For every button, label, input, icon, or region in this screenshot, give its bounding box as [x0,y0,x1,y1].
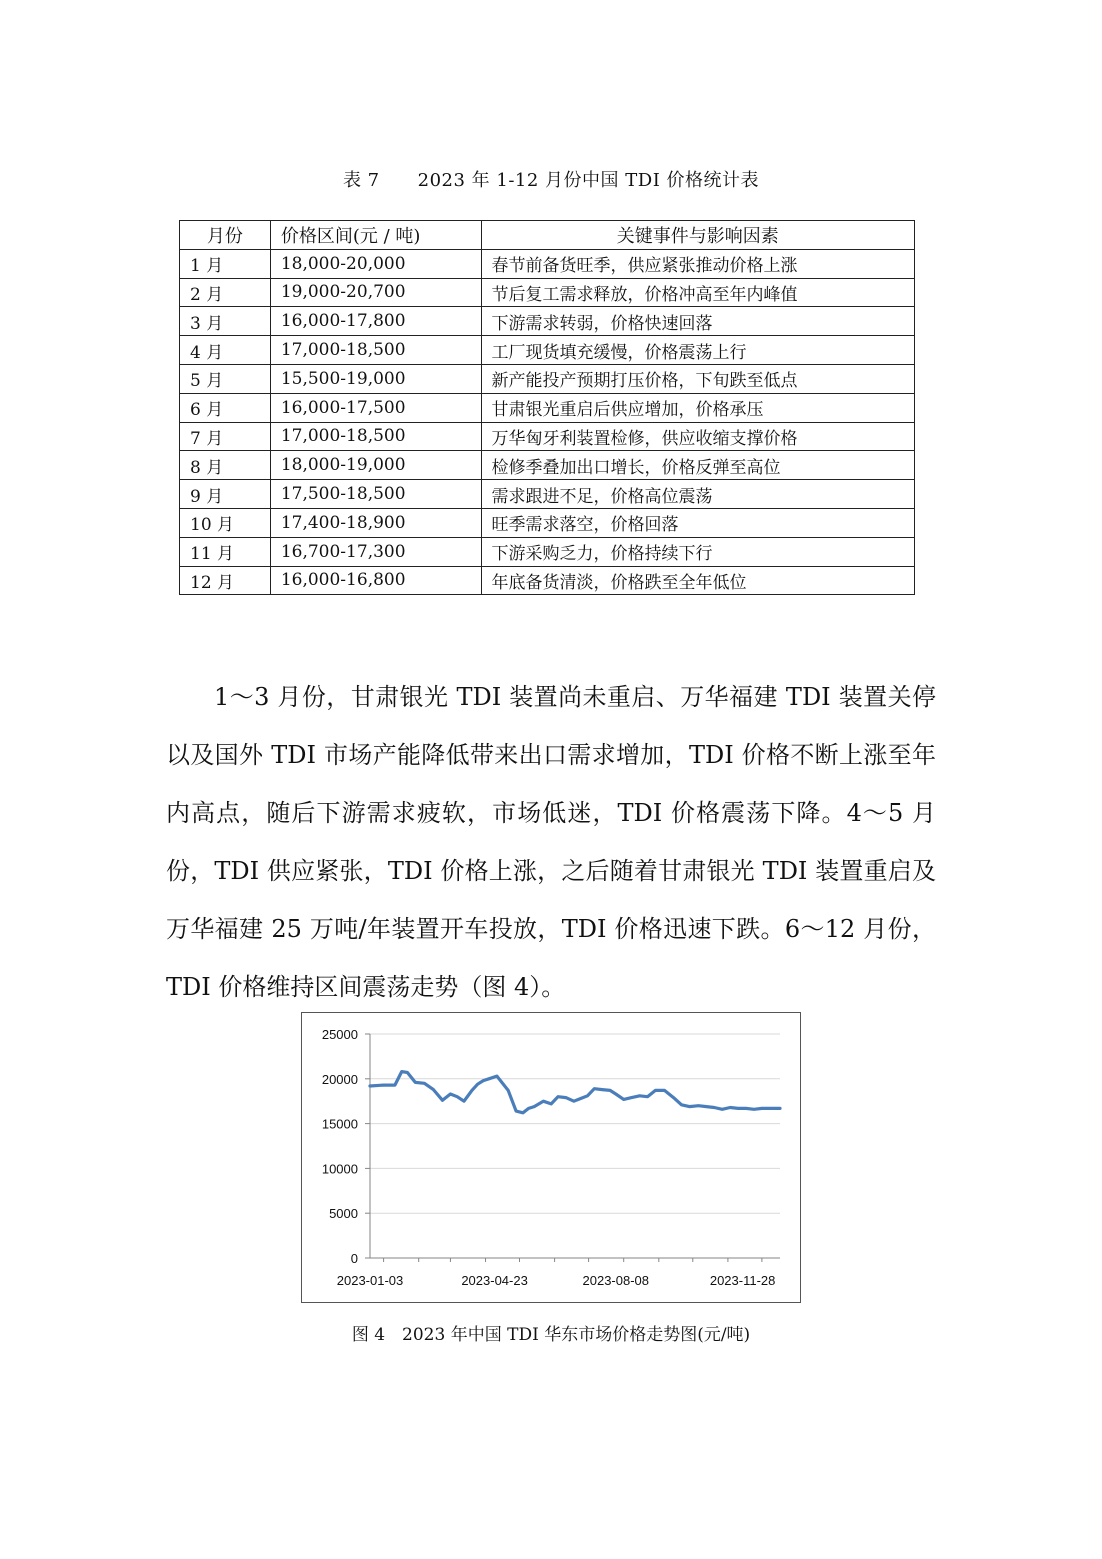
cell-month: 3 月 [180,307,271,336]
x-tick-label: 2023-04-23 [461,1273,528,1288]
table-row [180,307,915,336]
price-table [179,220,915,595]
cell-price-range: 16,000-17,800 [270,307,481,336]
cell-key-event: 检修季叠加出口增长，价格反弹至高位 [481,451,914,480]
cell-month: 1 月 [180,249,271,278]
cell-price-range: 17,000-18,500 [270,422,481,451]
price-series-line [370,1072,780,1113]
price-trend-chart [301,1012,801,1303]
x-tick-label: 2023-08-08 [582,1273,650,1288]
x-tick-label: 2023-11-28 [709,1273,776,1288]
cell-key-event: 下游采购乏力，价格持续下行 [481,537,914,566]
cell-price-range: 17,000-18,500 [270,336,481,365]
cell-key-event: 旺季需求落空，价格回落 [481,508,914,537]
y-tick-label: 5000 [329,1206,358,1222]
y-tick-label: 25000 [321,1027,358,1042]
cell-month: 12 月 [180,566,271,595]
cell-month: 11 月 [180,537,271,566]
cell-price-range: 17,500-18,500 [270,480,481,509]
header-price-range: 价格区间(元 / 吨) [270,221,481,250]
table-caption-title: 2023 年 1-12 月份中国 TDI 价格统计表 [417,170,760,191]
table-row [180,393,915,422]
cell-key-event: 春节前备货旺季，供应紧张推动价格上涨 [481,249,914,278]
cell-price-range: 16,000-17,500 [270,393,481,422]
cell-key-event: 下游需求转弱，价格快速回落 [481,307,914,336]
cell-price-range: 15,500-19,000 [270,364,481,393]
cell-price-range: 19,000-20,700 [270,278,481,307]
y-tick-label: 10000 [321,1161,358,1177]
y-tick-label: 15000 [321,1116,358,1132]
table-caption [0,166,1102,192]
header-key-events: 关键事件与影响因素 [481,221,914,250]
cell-price-range: 16,000-16,800 [270,566,481,595]
table-header-row [180,221,915,250]
cell-key-event: 工厂现货填充缓慢，价格震荡上行 [481,336,914,365]
cell-month: 2 月 [180,278,271,307]
table-row [180,422,915,451]
table-row [180,336,915,365]
table-row [180,278,915,307]
cell-key-event: 万华匈牙利装置检修，供应收缩支撑价格 [481,422,914,451]
header-month: 月份 [180,221,271,250]
y-tick-label: 0 [350,1251,358,1266]
cell-month: 10 月 [180,508,271,537]
table-row [180,508,915,537]
cell-price-range: 18,000-20,000 [270,249,481,278]
table-body [180,249,915,595]
cell-key-event: 需求跟进不足，价格高位震荡 [481,480,914,509]
table-row [180,451,915,480]
table-row [180,566,915,595]
cell-month: 5 月 [180,364,271,393]
cell-key-event: 新产能投产预期打压价格，下旬跌至低点 [481,364,914,393]
table-row [180,364,915,393]
chart-svg [302,1013,802,1304]
cell-key-event: 年底备货清淡，价格跌至全年低位 [481,566,914,595]
x-tick-label: 2023-01-03 [336,1273,404,1288]
cell-price-range: 17,400-18,900 [270,508,481,537]
cell-price-range: 16,700-17,300 [270,537,481,566]
table-row [180,249,915,278]
cell-month: 4 月 [180,336,271,365]
figure-caption: 图 4 2023 年中国 TDI 华东市场价格走势图(元/吨) [351,1325,751,1345]
cell-key-event: 甘肃银光重启后供应增加，价格承压 [481,393,914,422]
table-caption-label: 表 7 [342,170,380,191]
cell-key-event: 节后复工需求释放，价格冲高至年内峰值 [481,278,914,307]
y-tick-label: 20000 [321,1071,358,1087]
cell-month: 7 月 [180,422,271,451]
table-row [180,537,915,566]
cell-month: 8 月 [180,451,271,480]
cell-price-range: 18,000-19,000 [270,451,481,480]
cell-month: 6 月 [180,393,271,422]
cell-month: 9 月 [180,480,271,509]
table-row [180,480,915,509]
body-paragraph: 1～3 月份，甘肃银光 TDI 装置尚未重启、万华福建 TDI 装置关停以及国外 TDI 市场产能降低带来出口需求增加，TDI 价格不断上涨至年内高点，随后下游需求疲软，市场低迷，TDI 价格震荡下降。4～5 月份，TDI 供应紧张，TDI 价格上涨，之后随着甘肃银光 TDI 装置重启及万华福建 25 万吨/年装置开车投放，TDI 价格迅速下跌。6～12 月份，TDI 价格维持区间震荡走势（图 4）。 [166,683,936,1001]
